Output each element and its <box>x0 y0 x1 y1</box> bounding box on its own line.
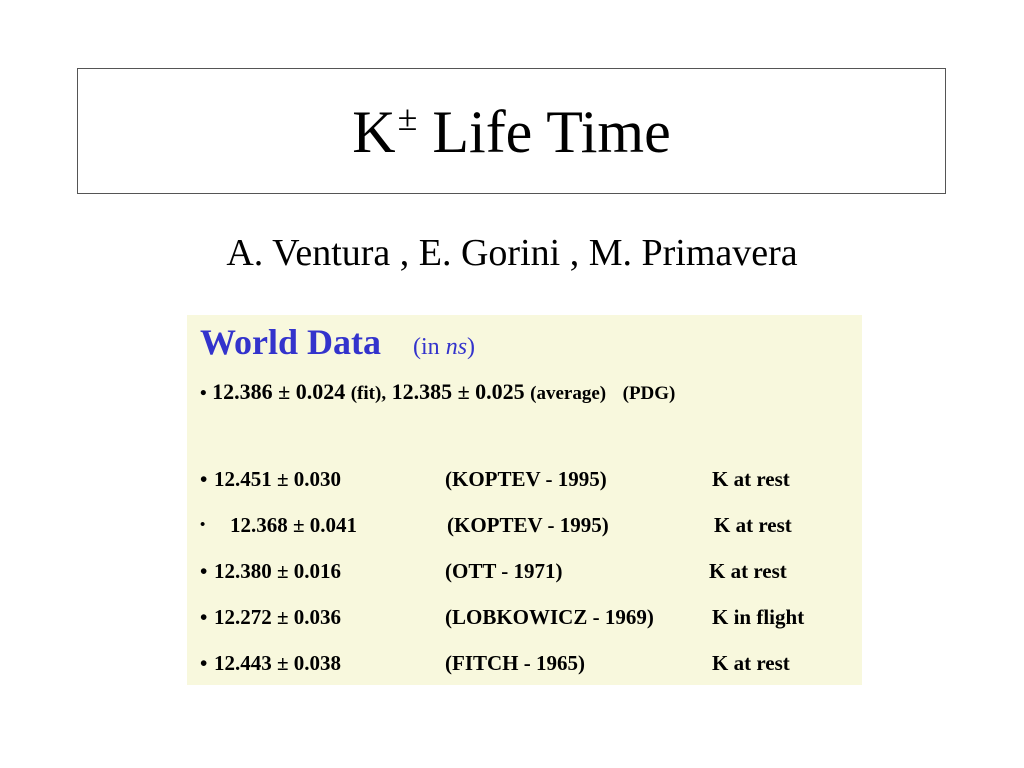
row-condition: K at rest <box>714 513 792 537</box>
row-condition: K at rest <box>712 467 790 491</box>
title-rest: Life Time <box>417 99 671 165</box>
pdg-fit-value: 12.386 ± 0.024 <box>212 379 346 404</box>
world-data-panel <box>187 315 862 685</box>
row-reference: (KOPTEV - 1995) <box>445 467 607 491</box>
row-value: 12.368 ± 0.041 <box>230 513 358 537</box>
pdg-avg-value: 12.385 ± 0.025 <box>391 379 525 404</box>
row-bullet: • <box>200 517 206 533</box>
pdg-bullet: • <box>200 383 207 404</box>
world-data-heading <box>200 321 475 363</box>
pdg-line <box>200 379 675 405</box>
row-bullet: • <box>200 605 208 629</box>
row-value: 12.443 ± 0.038 <box>214 651 342 675</box>
pdg-fit-label: (fit), <box>350 383 387 404</box>
unit-ns: ns <box>445 334 468 360</box>
authors: A. Ventura , E. Gorini , M. Primavera <box>226 232 798 274</box>
title-box <box>77 68 946 194</box>
row-condition: K at rest <box>712 651 790 675</box>
row-reference: (OTT - 1971) <box>445 559 563 583</box>
slide-title <box>352 98 671 165</box>
row-value: 12.451 ± 0.030 <box>214 467 342 491</box>
row-bullet: • <box>200 467 208 491</box>
row-bullet: • <box>200 651 208 675</box>
row-condition: K in flight <box>712 605 805 629</box>
row-bullet: • <box>200 559 208 583</box>
row-condition: K at rest <box>709 559 787 583</box>
row-reference: (KOPTEV - 1995) <box>447 513 609 537</box>
title-k: K <box>352 99 396 165</box>
row-value: 12.272 ± 0.036 <box>214 605 342 629</box>
pdg-source: (PDG) <box>622 383 676 404</box>
row-reference: (LOBKOWICZ - 1969) <box>445 605 654 629</box>
unit-open: (in <box>413 334 446 360</box>
title-superscript: ± <box>397 98 418 138</box>
world-data-unit <box>413 334 475 360</box>
row-value: 12.380 ± 0.016 <box>214 559 342 583</box>
world-data-title: World Data <box>200 322 382 362</box>
unit-close: ) <box>467 334 476 360</box>
row-reference: (FITCH - 1965) <box>445 651 585 675</box>
pdg-avg-label: (average) <box>530 383 607 404</box>
